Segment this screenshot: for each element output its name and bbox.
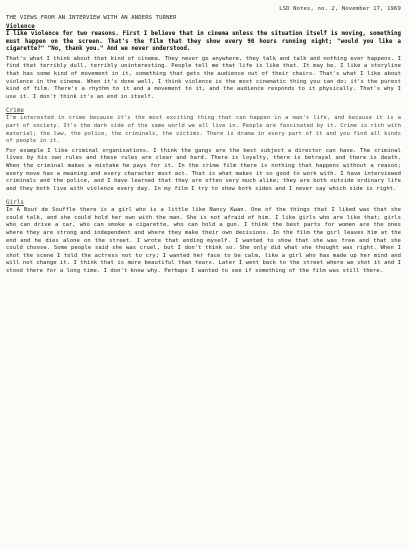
document-header: [6, 6, 401, 13]
section-heading-violence: Violence: [6, 24, 35, 30]
section-heading-crime: Crime: [6, 108, 25, 115]
paragraph: For example I like criminal organisations. I think the gangs are the best subject a director can have. The criminal lives by his own rules and these rules are clear and hard. There is loyalty, there is betrayal and there is death. When the criminal makes a mistake he pays for it. In the crime film there is nothing that happens without a reason; every move has a meaning and every character must act. That is what makes it so good to work with. I have interviewed criminals and the police, and I have learned that they are often very much alike; they are both outside ordinary life and they both live with violence every day. In my film I try to show both sides and I never say which side is right.: [6, 147, 401, 192]
paragraph: That's what I think about that kind of cinema. They never go anywhere, they talk and talk and nothing ever happens. I find that terribly dull, terribly uninteresting. People tell me that life is like that. It may be. I like a storyline that has some kind of movement in it, something that gets the audience out of their chairs. That's what I like about violence in the cinema. When it's done well, I think violence is the most cinematic thing you can do; it's the purest kind of film. There's a rhythm to it and a movement to it, and the audience responds to it physically. That's why I use it. I don't think it's an end in itself.: [6, 55, 401, 100]
paragraph: I like violence for two reasons. First I believe that in cinema unless the situation itself is moving, something must happen on the screen. That's the film that they show every 90 hours running night; "would you like a cigarette?" "No, thank you." And we never understood.: [6, 31, 401, 53]
header-text: LSD Notes, no. 2, November 17, 1969: [279, 6, 401, 12]
paragraph: I'm interested in crime because it's the most exciting thing that can happen in a man's life, and because it is a part of society. It's the dark side of the same world we all live in. People are fascinated by it. Crime is rich with material; the law, the police, the criminals, the victims. There is drama in every part of it and you find all kinds of people in it.: [6, 115, 401, 145]
paragraph: In A Bout de Souffle there is a girl who is a little like Nancy Kwan. One of the things that I liked was that she could talk, and she could hold her own with the man. She is not afraid of him. I like girls who are like that; girls who can drive a car, who can smoke a cigarette, who can hold a gun. I think the best parts for women are the ones where they are strong and independent and where they make their own decisions. In the film the girl leaves him at the end and he dies alone on the street. I wrote that ending myself. I wanted to show that she was free and that she could choose. Some people said she was cruel, but I don't think so. She only did what she thought was right. When I shot the scene I told the actress not to cry; I wanted her face to be calm, like a girl who has made up her mind and will not change it. I think that is more beautiful than tears. Later I went back to the street where we shot it and I stood there for a long time. I don't know why. Perhaps I wanted to see if something of the film was still there.: [6, 207, 401, 275]
section-heading-girls: Girls: [6, 200, 25, 207]
document-title: THE VIEWS FROM AN INTERVIEW WITH AN ANDERS TURNER: [6, 15, 177, 21]
